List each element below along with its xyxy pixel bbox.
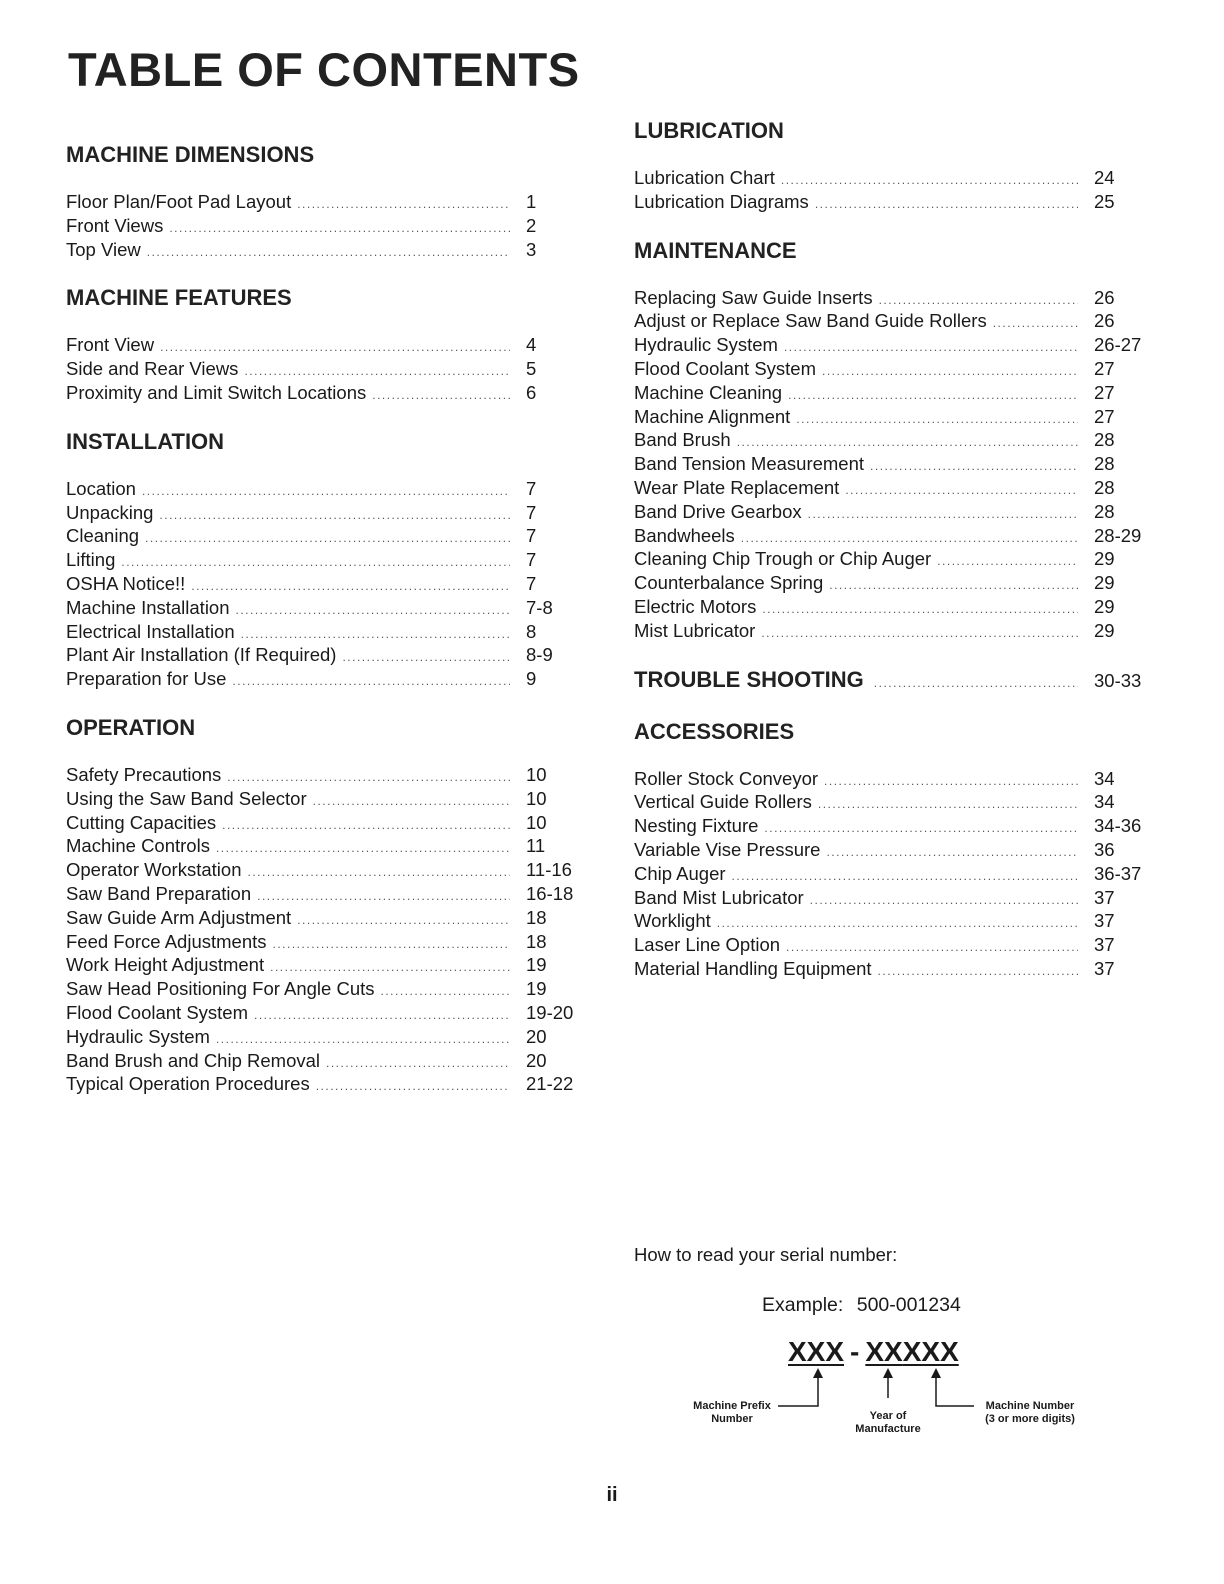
entry-label: Saw Guide Arm Adjustment bbox=[66, 906, 292, 928]
toc-entry bbox=[66, 930, 586, 954]
leader-dots bbox=[247, 861, 510, 885]
leader-dots bbox=[159, 504, 510, 528]
leader-dots bbox=[326, 1052, 510, 1076]
entry-label: Band Brush and Chip Removal bbox=[66, 1049, 321, 1071]
prefix-caption: Machine Prefix Number bbox=[693, 1400, 771, 1425]
toc-entry bbox=[66, 333, 586, 357]
leader-dots bbox=[169, 217, 510, 241]
entry-page-number: 20 bbox=[526, 1049, 547, 1071]
entry-page-number: 3 bbox=[526, 238, 537, 260]
entry-label: Safety Precautions bbox=[66, 763, 222, 785]
entry-page-number: 37 bbox=[1094, 886, 1115, 908]
toc-entry bbox=[66, 477, 586, 501]
entry-page-number: 7 bbox=[526, 501, 537, 523]
entry-page-number: 26 bbox=[1094, 310, 1115, 332]
entry-page-number: 4 bbox=[526, 334, 537, 356]
leader-dots bbox=[232, 670, 510, 694]
entry-page-number: 7 bbox=[526, 572, 537, 594]
serial-example bbox=[762, 1294, 961, 1317]
entry-page-number: 27 bbox=[1094, 405, 1115, 427]
serial-number-pattern: XXX bbox=[902, 1336, 959, 1367]
entry-label: Wear Plate Replacement bbox=[634, 476, 840, 498]
entry-label: Preparation for Use bbox=[66, 668, 227, 690]
toc-entry bbox=[66, 977, 586, 1001]
entry-label: Mist Lubricator bbox=[634, 619, 756, 641]
leader-dots bbox=[878, 960, 1078, 984]
toc-entry bbox=[66, 667, 586, 691]
entry-page-number: 24 bbox=[1094, 167, 1115, 188]
section-title: MACHINE FEATURES bbox=[66, 285, 292, 311]
entry-page-number: 6 bbox=[526, 381, 537, 403]
entry-label: Cleaning bbox=[66, 525, 140, 547]
entry-label: Vertical Guide Rollers bbox=[634, 791, 812, 813]
toc-entry bbox=[66, 1025, 586, 1049]
entry-label: Operator Workstation bbox=[66, 859, 242, 881]
toc-entry bbox=[66, 1072, 586, 1096]
entry-page-number: 27 bbox=[1094, 357, 1115, 379]
entry-label: Flood Coolant System bbox=[66, 1001, 249, 1023]
entry-label: Cleaning Chip Trough or Chip Auger bbox=[634, 548, 932, 570]
toc-entry bbox=[634, 838, 1154, 862]
entry-page-number: 37 bbox=[1094, 934, 1115, 956]
leader-dots bbox=[870, 455, 1078, 479]
entry-page-number: 7-8 bbox=[526, 596, 553, 618]
serial-example-value: 500-001234 bbox=[856, 1294, 961, 1316]
entry-label: Nesting Fixture bbox=[634, 815, 759, 837]
toc-entry bbox=[66, 882, 586, 906]
entry-page-number: 18 bbox=[526, 906, 547, 928]
toc-entry bbox=[634, 547, 1154, 571]
entry-label: Flood Coolant System bbox=[634, 357, 817, 379]
entry-label: Variable Vise Pressure bbox=[634, 838, 821, 860]
toc-entry bbox=[66, 357, 586, 381]
section-title: INSTALLATION bbox=[66, 428, 225, 454]
entry-label: Hydraulic System bbox=[634, 334, 778, 356]
leader-dots bbox=[145, 527, 510, 551]
leader-dots bbox=[273, 933, 510, 957]
toc-section bbox=[66, 713, 586, 1096]
entry-label: Typical Operation Procedures bbox=[66, 1073, 310, 1095]
entry-label: Machine Cleaning bbox=[634, 381, 783, 403]
entry-page-number: 10 bbox=[526, 787, 547, 809]
toc-section bbox=[634, 665, 1154, 695]
toc-entry bbox=[634, 500, 1154, 524]
toc-section bbox=[634, 717, 1154, 981]
toc-entry bbox=[66, 787, 586, 811]
leader-dots bbox=[810, 889, 1078, 913]
toc-entry bbox=[634, 190, 1154, 214]
toc-entry bbox=[66, 501, 586, 525]
leader-dots bbox=[297, 909, 510, 933]
toc-entry bbox=[66, 238, 586, 262]
toc-entry bbox=[66, 1001, 586, 1025]
toc-entry bbox=[634, 862, 1154, 886]
leader-dots bbox=[254, 1004, 510, 1028]
leader-dots bbox=[781, 169, 1078, 193]
leader-dots bbox=[874, 676, 1078, 690]
toc-entry bbox=[634, 957, 1154, 981]
toc-section-heading-row bbox=[634, 665, 1154, 695]
entry-label: Adjust or Replace Saw Band Guide Rollers bbox=[634, 310, 987, 332]
entry-page-number: 5 bbox=[526, 358, 537, 380]
entry-label: Work Height Adjustment bbox=[66, 954, 265, 976]
leader-dots bbox=[216, 837, 510, 861]
entry-page-number: 29 bbox=[1094, 595, 1115, 617]
entry-label: Hydraulic System bbox=[66, 1025, 210, 1047]
toc-entry bbox=[66, 524, 586, 548]
leader-dots bbox=[762, 598, 1078, 622]
toc-entry bbox=[66, 643, 586, 667]
entry-page-number: 28 bbox=[1094, 500, 1115, 522]
toc-entry bbox=[66, 214, 586, 238]
entry-label: Saw Band Preparation bbox=[66, 882, 252, 904]
toc-entry bbox=[66, 620, 586, 644]
entry-label: Proximity and Limit Switch Locations bbox=[66, 381, 367, 403]
leader-dots bbox=[784, 336, 1078, 360]
entry-label: Bandwheels bbox=[634, 524, 735, 546]
toc-entry bbox=[66, 572, 586, 596]
entry-label: Chip Auger bbox=[634, 862, 726, 884]
entry-page-number: 9 bbox=[526, 668, 537, 690]
entry-page-number: 2 bbox=[526, 214, 537, 236]
entry-page-number: 7 bbox=[526, 549, 537, 571]
section-title: OPERATION bbox=[66, 714, 196, 740]
toc-entry bbox=[634, 476, 1154, 500]
entry-page-number: 7 bbox=[526, 525, 537, 547]
leader-dots bbox=[788, 384, 1078, 408]
entry-page-number: 19 bbox=[526, 954, 547, 976]
prefix-arrow-line bbox=[778, 1374, 818, 1406]
entry-page-number: 29 bbox=[1094, 548, 1115, 570]
entry-label: Replacing Saw Guide Inserts bbox=[634, 286, 873, 308]
leader-dots bbox=[824, 770, 1078, 794]
entry-page-number: 7 bbox=[526, 477, 537, 499]
entry-page-number: 8-9 bbox=[526, 644, 553, 666]
toc-entry bbox=[66, 906, 586, 930]
section-title: MAINTENANCE bbox=[634, 237, 797, 263]
page-title: TABLE OF CONTENTS bbox=[68, 43, 580, 96]
entry-page-number: 28 bbox=[1094, 429, 1115, 451]
entry-label: Floor Plan/Foot Pad Layout bbox=[66, 191, 292, 212]
entry-page-number: 10 bbox=[526, 811, 547, 833]
toc-entry bbox=[634, 166, 1154, 190]
serial-intro: How to read your serial number: bbox=[634, 1244, 898, 1265]
toc-entry bbox=[634, 286, 1154, 310]
leader-dots bbox=[761, 622, 1078, 646]
entry-page-number: 26 bbox=[1094, 286, 1115, 308]
leader-dots bbox=[815, 193, 1078, 217]
toc-entry bbox=[634, 595, 1154, 619]
entry-label: Machine Installation bbox=[66, 596, 230, 618]
entry-label: Electrical Installation bbox=[66, 620, 235, 642]
entry-page-number: 18 bbox=[526, 930, 547, 952]
leader-dots bbox=[342, 646, 510, 670]
entry-page-number: 28-29 bbox=[1094, 524, 1142, 546]
entry-label: Machine Alignment bbox=[634, 405, 791, 427]
entry-label: Lubrication Diagrams bbox=[634, 190, 809, 212]
entry-label: Location bbox=[66, 477, 136, 499]
entry-page-number: 34 bbox=[1094, 767, 1115, 789]
entry-label: Saw Head Positioning For Angle Cuts bbox=[66, 978, 375, 1000]
toc-entry bbox=[634, 309, 1154, 333]
entry-label: OSHA Notice!! bbox=[66, 572, 186, 594]
section-title: LUBRICATION bbox=[634, 118, 784, 143]
entry-label: Using the Saw Band Selector bbox=[66, 787, 307, 809]
toc-entry bbox=[634, 357, 1154, 381]
entry-label: Machine Controls bbox=[66, 835, 210, 857]
leader-dots bbox=[316, 1075, 510, 1099]
entry-label: Feed Force Adjustments bbox=[66, 930, 267, 952]
toc-left-column bbox=[66, 140, 586, 1118]
entry-label: Counterbalance Spring bbox=[634, 572, 824, 594]
toc-entry bbox=[634, 405, 1154, 429]
entry-page-number: 11 bbox=[526, 835, 546, 857]
toc-entry bbox=[634, 619, 1154, 643]
toc-entry bbox=[66, 858, 586, 882]
prefix-arrowhead bbox=[813, 1368, 823, 1378]
leader-dots bbox=[845, 479, 1078, 503]
entry-page-number: 34-36 bbox=[1094, 815, 1142, 837]
toc-section bbox=[66, 427, 586, 691]
toc-section bbox=[66, 283, 586, 404]
entry-label: Roller Stock Conveyor bbox=[634, 767, 819, 789]
toc-section bbox=[634, 116, 1154, 214]
entry-page-number: 26-27 bbox=[1094, 334, 1142, 356]
toc-entry bbox=[66, 596, 586, 620]
entry-label: Band Tension Measurement bbox=[634, 453, 865, 475]
toc-entry bbox=[634, 571, 1154, 595]
toc-entry bbox=[66, 834, 586, 858]
number-arrow-line bbox=[936, 1374, 974, 1406]
section-title: TROUBLE SHOOTING bbox=[634, 666, 864, 692]
toc-entry bbox=[634, 790, 1154, 814]
entry-label: Front Views bbox=[66, 214, 164, 236]
leader-dots bbox=[297, 193, 510, 217]
number-caption: Machine Number (3 or more digits) bbox=[985, 1400, 1075, 1425]
entry-page-number: 36 bbox=[1094, 838, 1115, 860]
entry-label: Plant Air Installation (If Required) bbox=[66, 644, 337, 666]
toc-entry bbox=[66, 190, 586, 214]
entry-label: Front View bbox=[66, 334, 155, 356]
entry-page-number: 8 bbox=[526, 620, 537, 642]
entry-page-number: 16-18 bbox=[526, 882, 574, 904]
entry-page-number: 28 bbox=[1094, 453, 1115, 475]
entry-page-number: 19 bbox=[526, 978, 547, 1000]
entry-page-number: 37 bbox=[1094, 910, 1115, 932]
toc-entry bbox=[634, 333, 1154, 357]
leader-dots bbox=[818, 793, 1078, 817]
serial-number-guide bbox=[634, 1244, 1154, 1435]
leader-dots bbox=[147, 241, 510, 265]
toc-entry bbox=[634, 814, 1154, 838]
entry-page-number: 28 bbox=[1094, 476, 1115, 498]
entry-label: Electric Motors bbox=[634, 595, 757, 617]
entry-label: Side and Rear Views bbox=[66, 358, 239, 380]
toc-entry bbox=[66, 548, 586, 572]
leader-dots bbox=[313, 790, 510, 814]
entry-label: Unpacking bbox=[66, 501, 154, 523]
section-page-number: 30-33 bbox=[1094, 669, 1142, 691]
toc-entry bbox=[66, 811, 586, 835]
leader-dots bbox=[381, 980, 510, 1004]
section-title: MACHINE DIMENSIONS bbox=[66, 142, 315, 167]
leader-dots bbox=[796, 408, 1078, 432]
toc-entry bbox=[66, 953, 586, 977]
entry-label: Worklight bbox=[634, 910, 711, 932]
entry-page-number: 37 bbox=[1094, 957, 1115, 979]
serial-year-pattern: XX bbox=[865, 1336, 903, 1367]
entry-page-number: 10 bbox=[526, 763, 547, 785]
toc-section bbox=[66, 140, 586, 261]
year-arrowhead bbox=[883, 1368, 893, 1378]
entry-page-number: 27 bbox=[1094, 381, 1115, 403]
entry-label: Lubrication Chart bbox=[634, 167, 775, 188]
leader-dots bbox=[829, 574, 1078, 598]
toc-entry bbox=[634, 933, 1154, 957]
leader-dots bbox=[142, 480, 510, 504]
entry-label: Top View bbox=[66, 238, 141, 260]
serial-separator: - bbox=[850, 1336, 860, 1367]
entry-page-number: 29 bbox=[1094, 572, 1115, 594]
entry-label: Band Drive Gearbox bbox=[634, 500, 802, 522]
toc-entry bbox=[634, 428, 1154, 452]
serial-example-label: Example: bbox=[762, 1294, 844, 1316]
leader-dots bbox=[826, 841, 1078, 865]
toc-right-column bbox=[634, 116, 1154, 1003]
entry-label: Lifting bbox=[66, 549, 116, 571]
entry-label: Cutting Capacities bbox=[66, 811, 217, 833]
serial-prefix-pattern: XXX bbox=[788, 1336, 845, 1367]
entry-page-number: 21-22 bbox=[526, 1073, 574, 1095]
number-arrowhead bbox=[931, 1368, 941, 1378]
leader-dots bbox=[937, 550, 1078, 574]
serial-pattern bbox=[788, 1336, 959, 1368]
leader-dots bbox=[191, 575, 510, 599]
entry-page-number: 20 bbox=[526, 1025, 547, 1047]
toc-entry bbox=[634, 524, 1154, 548]
entry-label: Material Handling Equipment bbox=[634, 957, 872, 979]
toc-section bbox=[634, 236, 1154, 643]
leader-dots bbox=[222, 814, 510, 838]
year-caption: Year of Manufacture bbox=[855, 1410, 921, 1435]
leader-dots bbox=[236, 599, 510, 623]
entry-page-number: 1 bbox=[526, 191, 537, 212]
toc-entry bbox=[634, 767, 1154, 791]
toc-entry bbox=[66, 763, 586, 787]
toc-entry bbox=[634, 886, 1154, 910]
leader-dots bbox=[808, 503, 1078, 527]
entry-page-number: 11-16 bbox=[526, 859, 572, 881]
toc-entry bbox=[66, 381, 586, 405]
entry-page-number: 25 bbox=[1094, 190, 1115, 212]
entry-page-number: 34 bbox=[1094, 791, 1115, 813]
leader-dots bbox=[372, 384, 510, 408]
section-title: ACCESSORIES bbox=[634, 718, 795, 744]
entry-page-number: 36-37 bbox=[1094, 862, 1142, 884]
toc-entry bbox=[634, 381, 1154, 405]
entry-page-number: 19-20 bbox=[526, 1001, 574, 1023]
leader-dots bbox=[822, 360, 1078, 384]
entry-page-number: 29 bbox=[1094, 619, 1115, 641]
toc-entry bbox=[634, 452, 1154, 476]
entry-label: Band Brush bbox=[634, 429, 731, 451]
entry-label: Band Mist Lubricator bbox=[634, 886, 804, 908]
toc-entry bbox=[66, 1049, 586, 1073]
leader-dots bbox=[993, 312, 1078, 336]
entry-label: Laser Line Option bbox=[634, 934, 781, 956]
page-number: ii bbox=[606, 1484, 618, 1506]
toc-entry bbox=[634, 909, 1154, 933]
